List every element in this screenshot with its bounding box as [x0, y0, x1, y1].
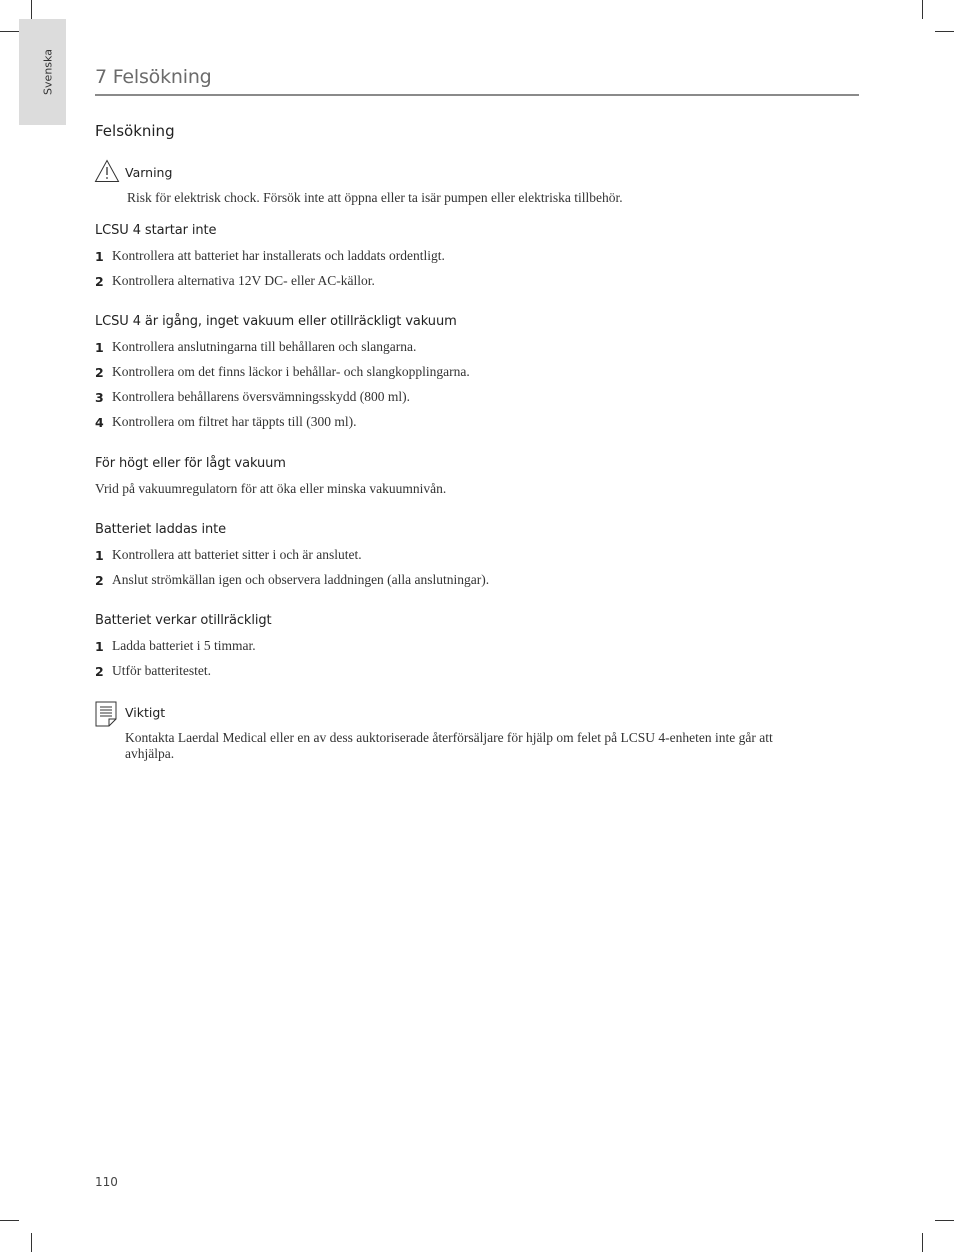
warning-text: Risk för elektrisk chock. Försök inte att öppna eller ta isär pumpen eller elektriska tillbehör. [127, 190, 623, 205]
crop-mark [935, 1220, 954, 1221]
note-icon [95, 701, 117, 732]
chapter-divider [95, 94, 859, 96]
subheading-vakuum-niva: För högt eller för lågt vakuum [95, 456, 286, 471]
list-item-number: 1 [95, 340, 104, 355]
crop-mark [31, 0, 32, 19]
crop-mark [0, 1220, 19, 1221]
list-item: Utför batteritestet. [112, 663, 211, 678]
chapter-title: 7 Felsökning [95, 66, 212, 88]
important-text: Kontakta Laerdal Medical eller en av dess auktoriserade återförsäljare för hjälp om felet på LCSU 4-enheten inte går att avhjälpa. [125, 730, 773, 761]
list-item-number: 1 [95, 639, 104, 654]
warning-label: Varning [125, 165, 173, 180]
paragraph: Vrid på vakuumregulatorn för att öka eller minska vakuumnivån. [95, 481, 447, 496]
list-item: Ladda batteriet i 5 timmar. [112, 638, 256, 653]
list-item: Anslut strömkällan igen och observera laddningen (alla anslutningar). [112, 572, 490, 587]
crop-mark [935, 31, 954, 32]
list-item-number: 2 [95, 573, 104, 588]
crop-mark [922, 1233, 923, 1252]
section-title: Felsökning [95, 122, 175, 140]
list-item-number: 3 [95, 390, 104, 405]
subheading-otillrackligt: Batteriet verkar otillräckligt [95, 613, 272, 628]
subheading-inget-vakuum: LCSU 4 är igång, inget vakuum eller otillräckligt vakuum [95, 314, 457, 329]
list-item-number: 2 [95, 365, 104, 380]
subheading-laddas-inte: Batteriet laddas inte [95, 522, 227, 537]
list-item-number: 2 [95, 664, 104, 679]
list-item-number: 4 [95, 415, 104, 430]
list-item-number: 2 [95, 274, 104, 289]
list-item: Kontrollera om det finns läckor i behållar- och slangkopplingarna. [112, 364, 470, 379]
list-item: Kontrollera om filtret har täppts till (300 ml). [112, 414, 357, 429]
language-tab-label: Svenska [41, 49, 55, 95]
list-item-number: 1 [95, 249, 104, 264]
crop-mark [922, 0, 923, 19]
important-label: Viktigt [125, 705, 166, 720]
subheading-startar-inte: LCSU 4 startar inte [95, 223, 217, 238]
crop-mark [0, 31, 19, 32]
list-item: Kontrollera att batteriet har installerats och laddats ordentligt. [112, 248, 445, 263]
list-item: Kontrollera anslutningarna till behållaren och slangarna. [112, 339, 417, 354]
page-number: 110 [95, 1175, 118, 1189]
list-item: Kontrollera att batteriet sitter i och är anslutet. [112, 547, 362, 562]
crop-mark [31, 1233, 32, 1252]
list-item: Kontrollera alternativa 12V DC- eller AC-källor. [112, 273, 375, 288]
list-item: Kontrollera behållarens översvämningsskydd (800 ml). [112, 389, 411, 404]
list-item-number: 1 [95, 548, 104, 563]
warning-icon [94, 159, 120, 188]
